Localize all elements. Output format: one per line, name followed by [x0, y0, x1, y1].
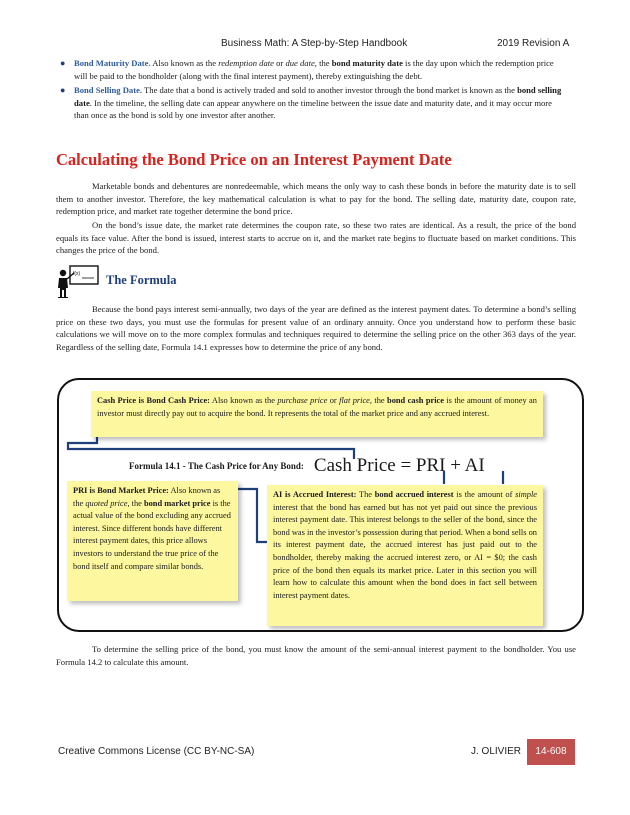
text-run: The: [356, 490, 375, 499]
text-run: or: [273, 58, 286, 68]
bullet-icon: ●: [60, 85, 66, 96]
italic-term: flat price: [339, 396, 370, 405]
callout-label: Cash Price is Bond Cash Price:: [97, 396, 210, 405]
formula-equation: Cash Price = PRI + AI: [313, 455, 485, 476]
text-run: Also known as the: [150, 58, 219, 68]
text-run: , the: [369, 396, 388, 405]
text-run: interest that the bond has earned but has not yet paid out since the previous interest payment date. This interest belongs to the seller of the bond, since the bond was in the investor’s possession during that period. When a bond sells on its interest payment date, the accrued interest has just paid out to the bondholder, thereby making the accrued interest zero, or AI = $0; the cash price of the bond then equals its market price. Later in this section you will learn how to calculate this amount when the bond does in fact sell between interest payment dates.: [273, 502, 537, 600]
text-run: Also known as the: [73, 486, 221, 508]
paragraph-text: Marketable bonds and debentures are nonredeemable, which means the only way to cash these bonds in before the maturity date is to sell them to another investor. Therefore, the key mathematical calculation is what to pay for the bond. The selling date, maturity date, coupon rate, redemption price, and market rate together determine the bond price.: [56, 181, 576, 217]
formula-heading: The Formula: [106, 273, 177, 287]
paragraph-3: [56, 303, 576, 353]
bold-term: bond market price: [143, 498, 211, 508]
italic-term: quoted price: [85, 498, 128, 508]
running-header-revision: 2019 Revision A: [497, 38, 570, 49]
bold-term: bond maturity date: [331, 58, 403, 68]
list-item: [58, 84, 568, 122]
text-run: is the amount of money an investor must directly pay out to acquire the bond. It represents the total of the market price and any accrued interest.: [97, 396, 537, 418]
definition-list: [58, 57, 568, 124]
italic-term: purchase price: [277, 396, 328, 405]
text-run: , the: [314, 58, 332, 68]
text-run: , the: [127, 498, 144, 508]
term-bond-selling-date: Bond Selling Date.: [74, 85, 143, 96]
bold-term: bond accrued interest: [374, 490, 454, 499]
text-run: Also known as the: [209, 396, 278, 405]
teacher-at-board-icon: [56, 264, 100, 298]
bold-term: bond cash price: [387, 396, 444, 405]
formula-label: Formula 14.1 - The Cash Price for Any Bond:: [129, 461, 304, 471]
text-run: is the actual value of the bond excluding any accrued interest. Since different bonds have different interest payment dates, this price allows investors to understand the true price of the bond itself and compare similar bonds.: [73, 498, 231, 571]
text-run: or: [327, 396, 340, 405]
page-number-badge: 14-608: [527, 739, 575, 765]
bold-term: bond selling date: [74, 85, 562, 108]
callout-label: AI is Accrued Interest:: [273, 490, 357, 499]
running-header-title: Business Math: A Step-by-Step Handbook: [221, 38, 408, 49]
footer-author: J. OLIVIER: [471, 746, 522, 757]
paragraph-text: Because the bond pays interest semi-annually, two days of the year are defined as the interest payment dates. To determine a bond’s selling price on these two days, you must use the formulas for present value of an ordinary annuity. Once you understand how to perform these basic calculations we will move on to the more complex formulas and techniques required to determine the selling price on the other 363 days of the year. Regardless of the selling date, Formula 14.1 expresses how to determine the price of any bond.: [56, 304, 576, 352]
italic-term: due date: [285, 58, 315, 68]
text-run: is the amount of: [453, 490, 516, 499]
italic-term: simple: [515, 490, 537, 499]
paragraph-4: [56, 643, 576, 668]
callout-cash-price: [91, 391, 543, 437]
footer-license: Creative Commons License (CC BY-NC-SA): [58, 746, 255, 757]
paragraph-1: [56, 180, 576, 218]
term-bond-maturity-date: Bond Maturity Date.: [74, 58, 151, 68]
paragraph-text: On the bond’s issue date, the market rate determines the coupon rate, so these two rates are identical. As a result, the price of the bond equals its face value. After the bond is issued, interest starts to accrue on it, and the market rate begins to fluctuate based on market conditions. This changes the price of the bond.: [56, 220, 576, 256]
callout-ai: [267, 485, 543, 626]
paragraph-2: [56, 219, 576, 257]
list-item: [58, 57, 568, 82]
svg-text:f(x): f(x): [73, 271, 81, 277]
text-run: . In the timeline, the selling date can appear anywhere on the timeline between the issue date and maturity date, and it may occur more than once as the bond is sold by one investor after another.: [74, 97, 552, 121]
italic-term: redemption date: [218, 58, 274, 68]
callout-pri: [67, 481, 238, 601]
callout-label: PRI is Bond Market Price:: [73, 486, 169, 495]
paragraph-text: To determine the selling price of the bond, you must know the amount of the semi-annual interest payment to the bondholder. You use Formula 14.2 to calculate this amount.: [56, 644, 576, 667]
text-run: is the day upon which the redemption price will be paid to the bondholder (along with the final interest payment), thereby extinguishing the debt.: [74, 58, 554, 81]
formula-14-1: [129, 455, 485, 477]
section-title: Calculating the Bond Price on an Interest Payment Date: [56, 150, 452, 169]
text-run: The date that a bond is actively traded and sold to another investor through the bond market is known as the: [142, 85, 518, 96]
bullet-icon: ●: [60, 58, 66, 68]
